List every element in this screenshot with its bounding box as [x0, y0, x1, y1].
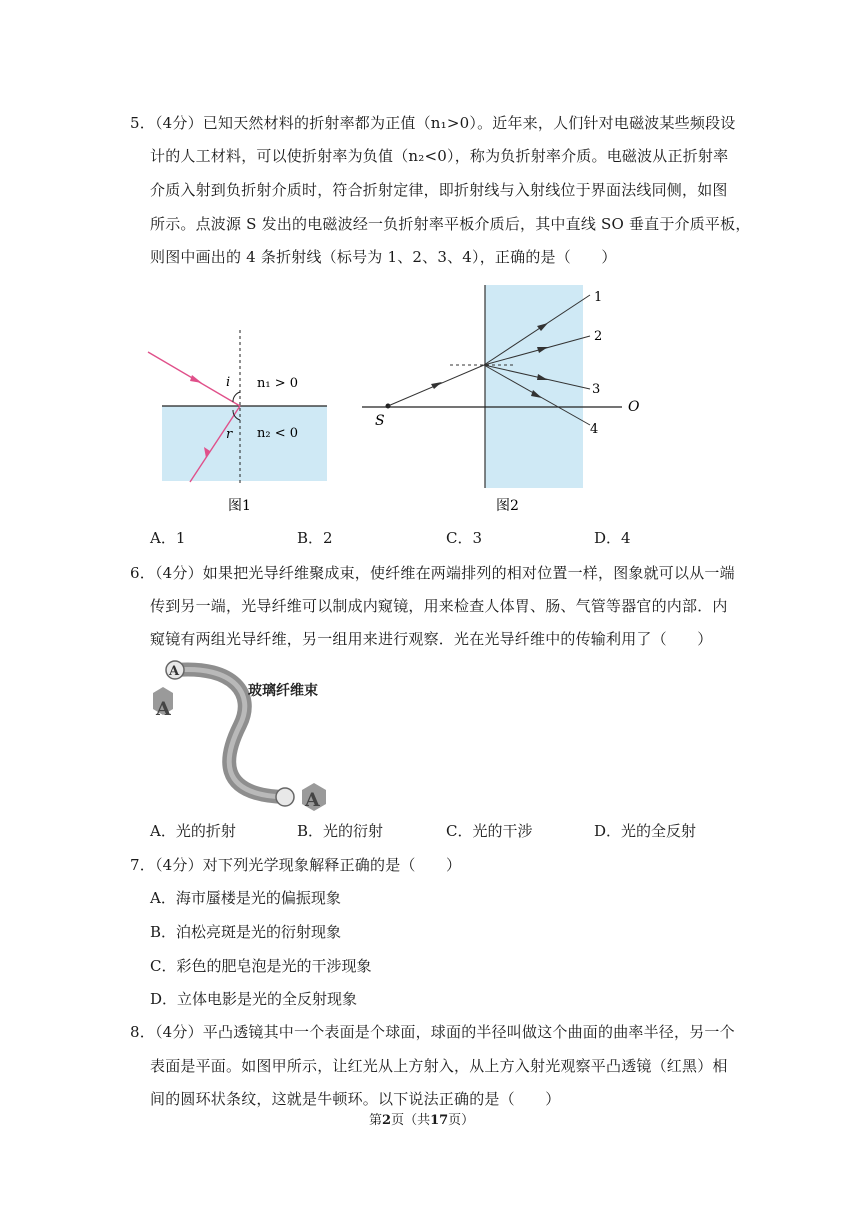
q5-line-5: 则图中画出的 4 条折射线（标号为 1、2、3、4），正确的是（ ）: [150, 248, 617, 266]
q5-option-d[interactable]: D．4: [594, 529, 631, 547]
q6-line-3: 窥镜有两组光导纤维，另一组用来进行观察．光在光导纤维中的传输利用了（ ）: [150, 630, 713, 648]
label-O: O: [628, 399, 640, 415]
label-S: S: [375, 413, 385, 429]
q5-line-2: 计的人工材料，可以使折射率为负值（n₂<0），称为负折射率介质。电磁波从正折射率: [150, 147, 729, 165]
q5-line-4: 所示。点波源 S 发出的电磁波经一负折射率平板介质后，其中直线 SO 垂直于介质平板，: [150, 215, 751, 233]
ray-label-4: 4: [590, 422, 599, 437]
q8-line-3: 间的圆环状条纹，这就是牛顿环。以下说法正确的是（ ）: [150, 1090, 561, 1108]
q6-line-2: 传到另一端，光导纤维可以制成内窥镜，用来检查人体胃、肠、气管等器官的内部．内: [150, 597, 728, 615]
label-i: i: [226, 375, 231, 390]
ray-label-3: 3: [592, 382, 601, 397]
q5-line-3: 介质入射到负折射介质时，符合折射定律，即折射线与入射线位于界面法线同侧，如图: [150, 181, 728, 199]
q6-option-c[interactable]: C．光的干涉: [446, 822, 533, 840]
footer-mid: 页（共: [391, 1113, 431, 1128]
figure-1-caption: 图1: [228, 498, 251, 514]
q7-option-c[interactable]: C．彩色的肥皂泡是光的干涉现象: [150, 957, 372, 975]
q5-option-c[interactable]: C．3: [446, 529, 483, 547]
fiber-output-end: [276, 788, 294, 806]
ray-label-1: 1: [594, 290, 603, 305]
figure-2-caption: 图2: [496, 498, 519, 514]
page-footer: [369, 1113, 474, 1129]
q7-option-d[interactable]: D．立体电影是光的全反射现象: [150, 990, 358, 1008]
figure-2-slab-diagram: [360, 285, 660, 515]
q5-option-a[interactable]: A．1: [150, 529, 186, 547]
label-r: r: [226, 427, 233, 442]
q8-line-1: 8．（4分）平凸透镜其中一个表面是个球面，球面的半径叫做这个曲面的曲率半径，另一个: [130, 1023, 735, 1041]
negative-medium-region: [162, 406, 327, 481]
q6-option-a[interactable]: A．光的折射: [150, 822, 236, 840]
ray-label-2: 2: [594, 329, 603, 344]
input-image-letter: A: [156, 698, 171, 720]
label-n2: n₂ < 0: [257, 426, 299, 441]
output-image-letter: A: [305, 789, 320, 811]
footer-total-pages: 17: [430, 1113, 449, 1128]
label-n1: n₁ > 0: [257, 376, 299, 391]
incident-arrow-icon: [431, 382, 442, 389]
q7-option-a[interactable]: A．海市蜃楼是光的偏振现象: [150, 889, 341, 907]
q8-line-2: 表面是平面。如图甲所示，让红光从上方射入，从上方入射光观察平凸透镜（红黑）相: [150, 1057, 728, 1075]
fiber-bundle-label: 玻璃纤维束: [248, 683, 318, 699]
negative-index-slab: [485, 285, 583, 488]
incident-arrow-icon: [190, 375, 202, 383]
q5-option-b[interactable]: B．2: [297, 529, 333, 547]
q6-option-b[interactable]: B．光的衍射: [297, 822, 384, 840]
footer-suffix: 页）: [448, 1113, 475, 1128]
angle-i-arc: [233, 392, 240, 402]
input-letter-a: A: [169, 664, 180, 679]
q7-option-b[interactable]: B．泊松亮斑是光的衍射现象: [150, 923, 342, 941]
q6-line-1: 6．（4分）如果把光导纤维聚成束，使纤维在两端排列的相对位置一样，图象就可以从一端: [130, 564, 735, 582]
q7-stem: 7．（4分）对下列光学现象解释正确的是（ ）: [130, 856, 462, 874]
q6-option-d[interactable]: D．光的全反射: [594, 822, 697, 840]
figure-1-refraction-diagram: [140, 330, 340, 515]
q5-line-1: 5．（4分）已知天然材料的折射率都为正值（n₁>0）。近年来，人们针对电磁波某些频段设: [130, 114, 736, 132]
footer-page-number: 2: [382, 1113, 392, 1128]
footer-prefix: 第: [369, 1113, 383, 1128]
